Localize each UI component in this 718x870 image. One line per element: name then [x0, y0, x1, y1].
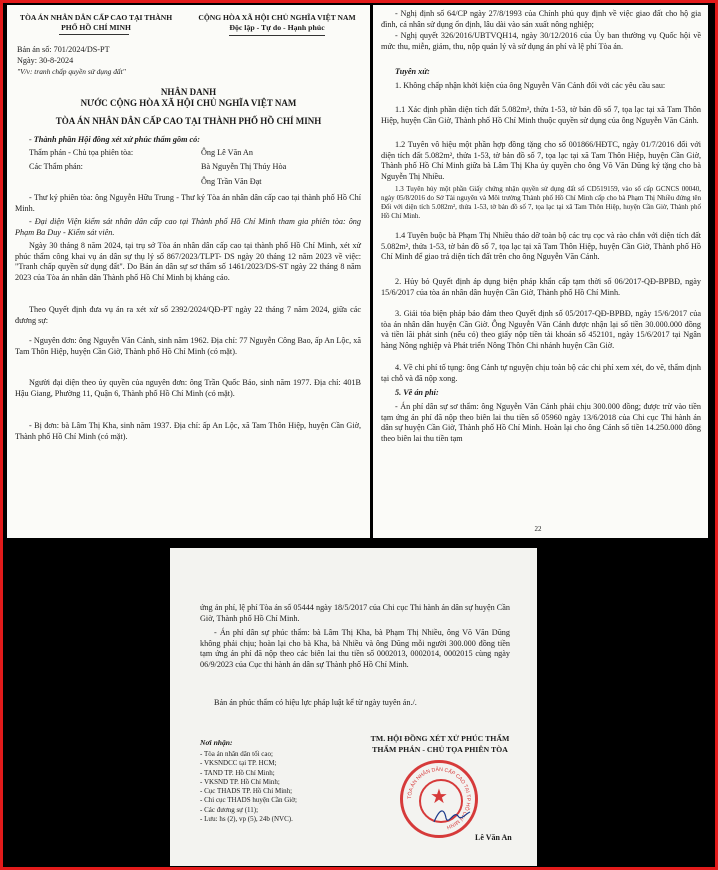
verdict-item-3: 3. Giải tỏa biện pháp bảo đảm theo Quyết định số 05/2017-QĐ-BPBĐ, ngày 15/6/2017 của tòa án nhân dân huyện Cần Giờ. Ông Nguyễn Văn Cảnh được nhận lại số tiền 30.000.000 đồng và tiền lãi phát sinh (nếu có) theo giấy nộp tiền tài khoản số 452101, ngày 15/6/2017 tại Ngân hàng Nông nghiệp và Phát triển Nông Thôn Chi nhánh huyện Cần Giờ.	[381, 309, 701, 350]
judge-1-name: Bà Nguyễn Thị Thúy Hòa	[201, 162, 287, 171]
law-ref-decree: - Nghị định số 64/CP ngày 27/8/1993 của Chính phủ quy định về việc giao đất cho hộ gia đình, cá nhân sử dụng ổn định, lâu dài vào sản xuất nông nghiệp;	[381, 9, 701, 29]
verdict-heading: Tuyên xử:	[395, 67, 430, 76]
recipient-item: - Cục THADS TP. Hồ Chí Minh;	[200, 787, 293, 796]
seal-star-icon: ★	[430, 786, 448, 808]
verdict-item-4: 4. Về chi phí tố tụng: ông Cảnh tự nguyện chịu toàn bộ các chi phí xem xét, đo vẽ, thẩm định tại chỗ và đã nộp xong.	[381, 363, 701, 383]
procuracy-paragraph: - Đại diện Viện kiểm sát nhân dân cấp cao tại Thành phố Hồ Chí Minh tham gia phiên tòa: ông Phạm Ba Duy - Kiểm sát viên.	[15, 217, 361, 237]
case-number: Bản án số: 701/2024/DS-PT	[17, 45, 110, 54]
court-name-underline	[59, 34, 129, 35]
plaintiff-paragraph: - Nguyên đơn: ông Nguyễn Văn Cảnh, sinh năm 1962. Địa chỉ: 77 Nguyễn Công Bao, ấp An Lộc, xã Tam Thôn Hiệp, huyện Cần Giờ, Thành phố Hồ Chí Minh (có mặt).	[15, 336, 361, 356]
recipient-item: - VKSNDCC tại TP. HCM;	[200, 759, 277, 768]
law-ref-resolution: - Nghị quyết 326/2016/UBTVQH14, ngày 30/12/2016 của Ủy ban thường vụ Quốc hội về mức thu, miễn, giảm, thu, nộp quản lý và sử dụng án phí và lệ phí Tòa án.	[381, 31, 701, 51]
court-seal-icon	[400, 760, 478, 838]
recipient-item: - Tòa án nhân dân tối cao;	[200, 750, 273, 758]
judgment-page-1	[7, 5, 370, 538]
recipient-item: - TAND TP. Hồ Chí Minh;	[200, 768, 275, 777]
hearing-paragraph: Ngày 30 tháng 8 năm 2024, tại trụ sở Tòa án nhân dân cấp cao tại thành phố Hồ Chí Minh, xét xử phúc thẩm công khai vụ án dân sự thụ lý số 867/2023/TLPT- DS ngày 20 tháng 12 năm 2023 về việc: "Tranh chấp quyền sử dụng đất". Do Bản án dân sự sơ thẩm số 1461/2023/DS-ST ngày 22 tháng 8 năm 2023 của Tòa án nhân dân Thành phố Hồ Chí Minh bị kháng cáo.	[15, 241, 361, 282]
recipient-item: - Chi cục THADS huyện Cần Giờ;	[200, 796, 297, 805]
court-name: TÒA ÁN NHÂN DÂN CẤP CAO TẠI THÀNH PHỐ HỒ CHÍ MINH	[19, 13, 173, 32]
republic-title: CỘNG HÒA XÃ HỘI CHỦ NGHĨA VIỆT NAM	[198, 13, 356, 22]
page-number: 22	[534, 525, 542, 533]
judgment-date: Ngày: 30-8-2024	[17, 56, 74, 65]
judgment-page-23	[170, 548, 537, 866]
judgment-page-22	[373, 5, 708, 538]
recipients-list	[200, 750, 340, 824]
verdict-item-5: 5. Về án phí:	[395, 388, 439, 397]
presiding-role: Thẩm phán - Chủ tọa phiên tòa:	[29, 148, 134, 157]
signature-title-1: TM. HỘI ĐỒNG XÉT XỬ PHÚC THẨM	[370, 734, 510, 743]
defendant-paragraph: - Bị đơn: bà Lâm Thị Kha, sinh năm 1937. Địa chỉ: ấp An Lộc, xã Tam Thôn Hiệp, huyện Cần Giờ, Thành phố Hồ Chí Minh (có mặt).	[15, 421, 361, 441]
recipients-title: Nơi nhận:	[200, 738, 233, 747]
presiding-name: Ông Lê Văn An	[201, 148, 253, 157]
appeal-fee-paragraph: - Án phí dân sự phúc thẩm: bà Lâm Thị Kha, bà Phạm Thị Nhiều, ông Võ Văn Dũng không phải chịu; hoàn lại cho bà Kha, bà Nhiều và ông Dũng mỗi người 300.000 đồng tiền tạm ứng án phí đã nộp theo các biên lai thu tiền số 0002013, 0002014, 0002015 cùng ngày 06/9/2023 của Cục thi hành án dân sự Thành phố Hồ Chí Minh.	[200, 628, 510, 669]
recipient-item: - VKSND TP. Hồ Chí Minh;	[200, 777, 280, 786]
verdict-item-1-2: 1.2 Tuyên vô hiệu một phần hợp đồng tặng cho số 001866/HĐTC, ngày 01/7/2016 đối với diện tích đất 5.082m², thửa 1-53, tờ bản đồ số 7, tọa lạc tại xã Tam Thôn Hiệp, huyện Cần Giờ, Thành phố Hồ Chí Minh giữa bà Lâm Thị Kha ủy quyền cho ông Võ Văn Dũng ký tặng cho bà Nguyễn Thị Nhiều.	[381, 140, 701, 181]
panel-title: - Thành phần Hội đồng xét xử phúc thẩm gồm có:	[29, 135, 200, 144]
clerk-paragraph: - Thư ký phiên tòa: ông Nguyễn Hữu Trung - Thư ký Tòa án nhân dân cấp cao tại thành phố Hồ Chí Minh.	[15, 193, 361, 213]
heading-in-the-name: NHÂN DANH	[160, 87, 217, 97]
verdict-item-2: 2. Hủy bỏ Quyết định áp dụng biện pháp khẩn cấp tạm thời số 06/2017-QĐ-BPBĐ, ngày 15/6/2017 của tòa án nhân dân huyện Cần Giờ, Thành phố Hồ Chí Minh.	[381, 277, 701, 297]
verdict-item-1-3: 1.3 Tuyên hủy một phần Giấy chứng nhận quyền sử dụng đất số CD519159, vào sổ cấp GCNCS 00040, ngày 05/8/2016 do Sở Tài nguyên và Môi trường Thành phố Hồ Chí Minh cấp cho bà Phạm Thị Nhiều đứng tên Đối với diện tích 5.082m², thửa 1-53, tờ bản đồ số 7, tọa lạc tại xã Tam Thôn Hiệp, huyện Cần Giờ, Thành phố Hồ Chí Minh.	[381, 185, 701, 220]
motto: Độc lập - Tự do - Hạnh phúc	[229, 23, 325, 32]
effective-statement: Bản án phúc thẩm có hiệu lực pháp luật kể từ ngày tuyên án./.	[214, 698, 417, 707]
heading-court: TÒA ÁN NHÂN DÂN CẤP CAO TẠI THÀNH PHỐ HỒ CHÍ MINH	[55, 116, 322, 126]
fee-continuation: ứng án phí, lệ phí Tòa án số 05444 ngày 18/5/2017 của Chi cục Thi hành án dân sự huyện Cần Giờ, Thành phố Hồ Chí Minh.	[200, 603, 510, 623]
heading-republic: NƯỚC CỘNG HÒA XÃ HỘI CHỦ NGHĨA VIỆT NAM	[80, 98, 297, 108]
judge-2-name: Ông Trần Văn Đạt	[201, 177, 262, 186]
signer-name: Lê Văn An	[475, 833, 512, 842]
motto-underline	[229, 35, 325, 36]
representative-paragraph: Người đại diện theo ủy quyền của nguyên đơn: ông Trần Quốc Bảo, sinh năm 1977. Địa chỉ: 401B Hậu Giang, Phường 11, Quận 6, Thành phố Hồ Chí Minh (có mặt).	[15, 378, 361, 398]
handwritten-signature	[432, 806, 472, 826]
verdict-item-1-1: 1.1 Xác định phần diện tích đất 5.082m², thửa 1-53, tờ bản đồ số 7, tọa lạc tại xã Tam Thôn Hiệp, huyện Cần Giờ, Thành phố Hồ Chí Minh thuộc quyền sử dụng của ông Nguyễn Văn Cảnh.	[381, 105, 701, 125]
case-subject: "V/v: tranh chấp quyền sử dụng đất"	[17, 67, 126, 76]
decision-paragraph: Theo Quyết định đưa vụ án ra xét xử số 2392/2024/QĐ-PT ngày 22 tháng 7 năm 2024, giữa các đương sự:	[15, 305, 361, 325]
judges-role: Các Thẩm phán:	[29, 162, 83, 171]
seal-lettering: TÒA ÁN NHÂN DÂN CẤP CAO TẠI TP HỒ CHÍ MINH	[406, 766, 472, 830]
verdict-item-5-1: - Án phí dân sự sơ thẩm: ông Nguyễn Văn Cảnh phải chịu 300.000 đồng; được trừ vào tiền tạm ứng án phí đã nộp theo biên lai thu tiền số 05960 ngày 13/6/2018 của Chi cục Thi hành án dân sự huyện Cần Giờ, Thành phố Hồ Chí Minh. Hoàn lại cho ông Cảnh số tiền 14.250.000 đồng theo biên lai thu tiền tạm	[381, 402, 701, 443]
verdict-item-1-4: 1.4 Tuyên buộc bà Phạm Thị Nhiều tháo dỡ toàn bộ các trụ cọc và rào chắn với diện tích đất 5.082m², thửa 1-53, tờ bản đồ số 7, tọa lạc tại xã Tam Thôn Hiệp, huyện Cần Giờ, Thành phố Hồ Chí Minh để giao trả diện tích đất trên cho ông Nguyễn Văn Cảnh.	[381, 231, 701, 262]
verdict-item-1: 1. Không chấp nhận khởi kiện của ông Nguyễn Văn Cảnh đối với các yêu cầu sau:	[395, 81, 666, 90]
signature-title-2: THẨM PHÁN - CHỦ TỌA PHIÊN TÒA	[372, 745, 508, 754]
recipient-item: - Các đương sự (11);	[200, 805, 259, 814]
recipient-item: - Lưu: hs (2), vp (5), 24b (NVC).	[200, 815, 293, 824]
